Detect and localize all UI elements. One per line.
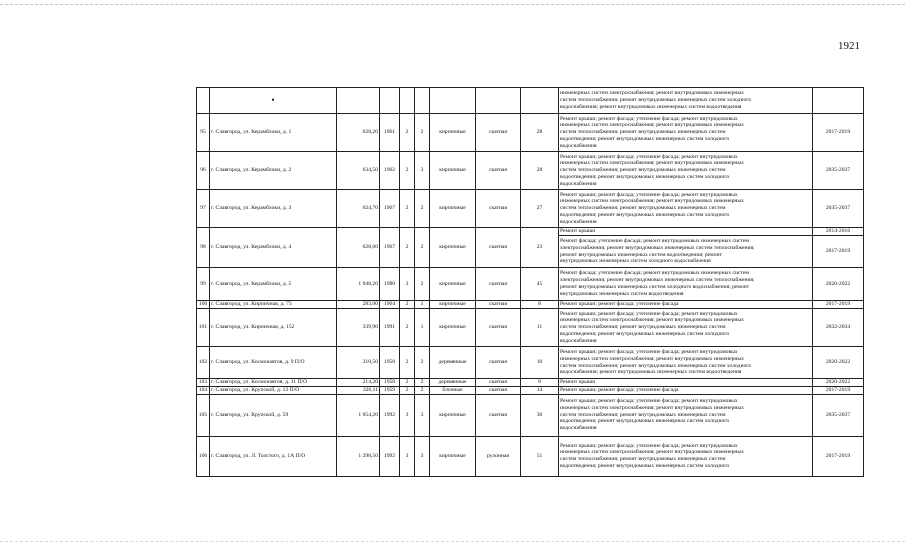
table-row [197,228,864,236]
table-row [197,347,864,379]
work-cell: Ремонт крыши; ремонт фасада; утепление фасада; ремонт внутридомовых инженерных систем электроснабжения; ремонт внутридомовых инженерных систем теплоснабжения; ремонт внутридомовых инженерных систем водоотведения; ремонт внутридомовых инженерных систем холодного [559,436,813,476]
work-cell: инженерных систем электроснабжения; ремонт внутридомовых инженерных систем теплоснабжения; ремонт внутридомовых инженерных систем холодного водоснабжения; ремонт внутридомовых инженерных систем водоотведения [559,88,813,114]
floors-cell: 2 [400,379,415,387]
year-cell: 1967 [380,228,400,268]
entrances-cell: 2 [415,379,430,387]
roof-cell: скатная [476,152,521,190]
entrances-cell: 3 [415,394,430,436]
entrances-cell: 2 [415,347,430,379]
row-number: 98 [197,228,210,268]
floors-cell: 2 [400,190,415,228]
entrances-cell: 1 [415,301,430,309]
address-cell: г. Славгород, ул. Космонавтов, д. 9 П/О [210,347,337,379]
area-cell: 339,90 [337,309,380,347]
work-cell: Ремонт крыши; ремонт фасада; утепление фасада; ремонт внутридомовых инженерных систем электроснабжения; ремонт внутридомовых инженерных систем теплоснабжения; ремонт внутридомовых инженерных систем водоотведения; ремонт внутридомовых инженерных систем холодного водоснабжения [559,309,813,347]
area-cell: 326,11 [337,386,380,394]
bullet-mark: • [210,88,337,114]
floors-cell: 3 [400,436,415,476]
year-cell: 1992 [380,394,400,436]
table-row [197,190,864,228]
floors-cell: 2 [400,228,415,268]
address-cell: г. Славгород, ул. Кирпичная, д. 73 [210,301,337,309]
area-cell: 283,00 [337,301,380,309]
work-cell: Ремонт крыши [559,228,813,236]
year-cell: 1959 [380,386,400,394]
apartments-cell: 28 [521,152,559,190]
period-cell: 2020-2022 [813,379,864,387]
floors-cell: 2 [400,152,415,190]
period-cell: 2017-2019 [813,301,864,309]
floors-cell: 3 [400,394,415,436]
address-cell: г. Славгород, ул. Кирпичная, д. 152 [210,309,337,347]
work-cell: Ремонт крыши; ремонт фасада; утепление фасада; ремонт внутридомовых инженерных систем электроснабжения; ремонт внутридомовых инженерных систем теплоснабжения; ремонт внутридомовых инженерных систем холодного водоснабжения; ремонт внутридомовых инженерных систем водоотведения [559,347,813,379]
area-cell: 1 054,20 [337,394,380,436]
period-cell: 2020-2022 [813,347,864,379]
row-number: 97 [197,190,210,228]
table-row-continued [197,88,864,114]
row-number: 96 [197,152,210,190]
area-cell: 1 048,20 [337,268,380,301]
row-number: 100 [197,301,210,309]
walls-cell: кирпичные [430,394,476,436]
repair-schedule-table [196,87,864,477]
area-cell: 214,20 [337,379,380,387]
table-row [197,379,864,387]
row-number: 105 [197,394,210,436]
table-row [197,309,864,347]
period-cell: 2017-2019 [813,236,864,268]
entrances-cell: 2 [415,190,430,228]
work-cell: Ремонт крыши; ремонт фасада; утепление фасада; ремонт внутридомовых инженерных систем электроснабжения; ремонт внутридомовых инженерных систем теплоснабжения; ремонт внутридомовых инженерных систем водоотведения; ремонт внутридомовых инженерных систем холодного водоснабжения [559,190,813,228]
scan-artifact-bottom [0,541,905,542]
area-cell: 310,50 [337,347,380,379]
address-cell: г. Славгород, ул. Керамблоки, д. 2 [210,152,337,190]
year-cell: 1992 [380,436,400,476]
address-cell: г. Славгород, ул. Керамблоки, д. 4 [210,228,337,268]
period-cell: 2035-2037 [813,394,864,436]
year-cell: 1958 [380,347,400,379]
entrances-cell: 3 [415,436,430,476]
table-row [197,301,864,309]
entrances-cell: 2 [415,268,430,301]
entrances-cell: 3 [415,152,430,190]
address-cell: г. Славгород, ул. Крупской, д. 12 П/О [210,386,337,394]
row-number: 103 [197,379,210,387]
address-cell: г. Славгород, ул. Керамблоки, д. 1 [210,114,337,152]
row-number: 106 [197,436,210,476]
roof-cell: скатная [476,386,521,394]
work-cell: Ремонт крыши; ремонт фасада; утепление фасада; ремонт внутридомовых инженерных систем электроснабжения; ремонт внутридомовых инженерных систем теплоснабжения; ремонт внутридомовых инженерных систем водоотведения; ремонт внутридомовых инженерных систем холодного водоснабжения [559,152,813,190]
entrances-cell: 2 [415,228,430,268]
period-cell: 2032-2034 [813,309,864,347]
apartments-cell: 14 [521,386,559,394]
roof-cell: скатная [476,347,521,379]
work-cell: Ремонт крыши; ремонт фасада; утепление фасада; ремонт внутридомовых инженерных систем электроснабжения; ремонт внутридомовых инженерных систем теплоснабжения; ремонт внутридомовых инженерных систем водоотведения; ремонт внутридомовых инженерных систем холодного водоснабжения [559,114,813,152]
apartments-cell: 11 [521,309,559,347]
walls-cell: кирпичные [430,268,476,301]
walls-cell: кирпичные [430,301,476,309]
walls-cell: кирпичные [430,190,476,228]
work-cell: Ремонт фасада; утепление фасада; ремонт внутридомовых инженерных систем электроснабжения; ремонт внутридомовых инженерных систем теплоснабжения; ремонт внутридомовых инженерных систем водоотведения; ремонт внутридомовых инженерных систем холодного водоснабжения [559,236,813,268]
table-row [197,394,864,436]
work-cell: Ремонт крыши; ремонт фасада; утепление фасада [559,301,813,309]
address-cell: г. Славгород, ул. Керамблоки, д. 5 [210,268,337,301]
apartments-cell: 8 [521,301,559,309]
row-number: 95 [197,114,210,152]
period-cell: 2017-2019 [813,436,864,476]
apartments-cell: 28 [521,114,559,152]
apartments-cell: 23 [521,228,559,268]
walls-cell: деревянные [430,347,476,379]
year-cell: 1991 [380,309,400,347]
roof-cell: рулонная [476,436,521,476]
work-cell: Ремонт крыши; ремонт фасада; утепление фасада; ремонт внутридомовых инженерных систем электроснабжения; ремонт внутридомовых инженерных систем теплоснабжения; ремонт внутридомовых инженерных систем водоотведения; ремонт внутридомовых инженерных систем холодного водоснабжения [559,394,813,436]
year-cell: 1961 [380,114,400,152]
table-row [197,114,864,152]
entrances-cell: 2 [415,386,430,394]
floors-cell: 2 [400,347,415,379]
year-cell: 1980 [380,268,400,301]
address-cell: г. Славгород, ул. Керамблоки, д. 3 [210,190,337,228]
period-cell: 2035-2037 [813,152,864,190]
area-cell: 628,60 [337,228,380,268]
period-cell: 2014-2016 [813,228,864,236]
work-cell: Ремонт крыши; ремонт фасада; утепление фасада [559,386,813,394]
period-cell: 2020-2022 [813,268,864,301]
roof-cell: скатная [476,309,521,347]
area-cell: 1 298,50 [337,436,380,476]
year-cell: 1958 [380,379,400,387]
floors-cell: 3 [400,268,415,301]
walls-cell: кирпичные [430,436,476,476]
walls-cell: кирпичные [430,114,476,152]
area-cell: 628,20 [337,114,380,152]
floors-cell: 2 [400,309,415,347]
row-number: 101 [197,309,210,347]
apartments-cell: 30 [521,394,559,436]
year-cell: 1964 [380,301,400,309]
apartments-cell: 27 [521,190,559,228]
table-row [197,268,864,301]
scan-artifact-top [0,4,905,5]
period-cell: 2017-2019 [813,386,864,394]
year-cell: 1967 [380,190,400,228]
apartments-cell: 51 [521,436,559,476]
period-cell: 2035-2037 [813,190,864,228]
entrances-cell: 2 [415,114,430,152]
address-cell: г. Славгород, ул. Крупской, д. 59 [210,394,337,436]
period-cell: 2017-2019 [813,114,864,152]
area-cell: 634,50 [337,152,380,190]
address-cell: г. Славгород, ул. Космонавтов, д. 11 П/О [210,379,337,387]
roof-cell: скатная [476,379,521,387]
floors-cell: 2 [400,301,415,309]
entrances-cell: 1 [415,309,430,347]
walls-cell: блочные [430,386,476,394]
walls-cell: кирпичные [430,228,476,268]
roof-cell: скатная [476,394,521,436]
walls-cell: кирпичные [430,152,476,190]
work-cell: Ремонт фасада; утепление фасада; ремонт внутридомовых инженерных систем электроснабжения; ремонт внутридомовых инженерных систем теплоснабжения; ремонт внутридомовых инженерных систем холодного водоснабжения; ремонт внутридомовых инженерных систем водоотведения [559,268,813,301]
roof-cell: скатная [476,301,521,309]
roof-cell: скатная [476,268,521,301]
apartments-cell: 8 [521,379,559,387]
apartments-cell: 45 [521,268,559,301]
table-row [197,152,864,190]
floors-cell: 2 [400,386,415,394]
walls-cell: деревянные [430,379,476,387]
row-number: 99 [197,268,210,301]
roof-cell: скатная [476,190,521,228]
year-cell: 1962 [380,152,400,190]
floors-cell: 2 [400,114,415,152]
table-row [197,436,864,476]
area-cell: 624,70 [337,190,380,228]
row-number: 102 [197,347,210,379]
address-cell: г. Славгород, ул. Л. Толстого, д. 1А П/О [210,436,337,476]
work-cell: Ремонт крыши [559,379,813,387]
roof-cell: скатная [476,114,521,152]
table-row [197,386,864,394]
apartments-cell: 10 [521,347,559,379]
page-number: 1921 [838,40,860,52]
roof-cell: скатная [476,228,521,268]
row-number: 104 [197,386,210,394]
walls-cell: кирпичные [430,309,476,347]
